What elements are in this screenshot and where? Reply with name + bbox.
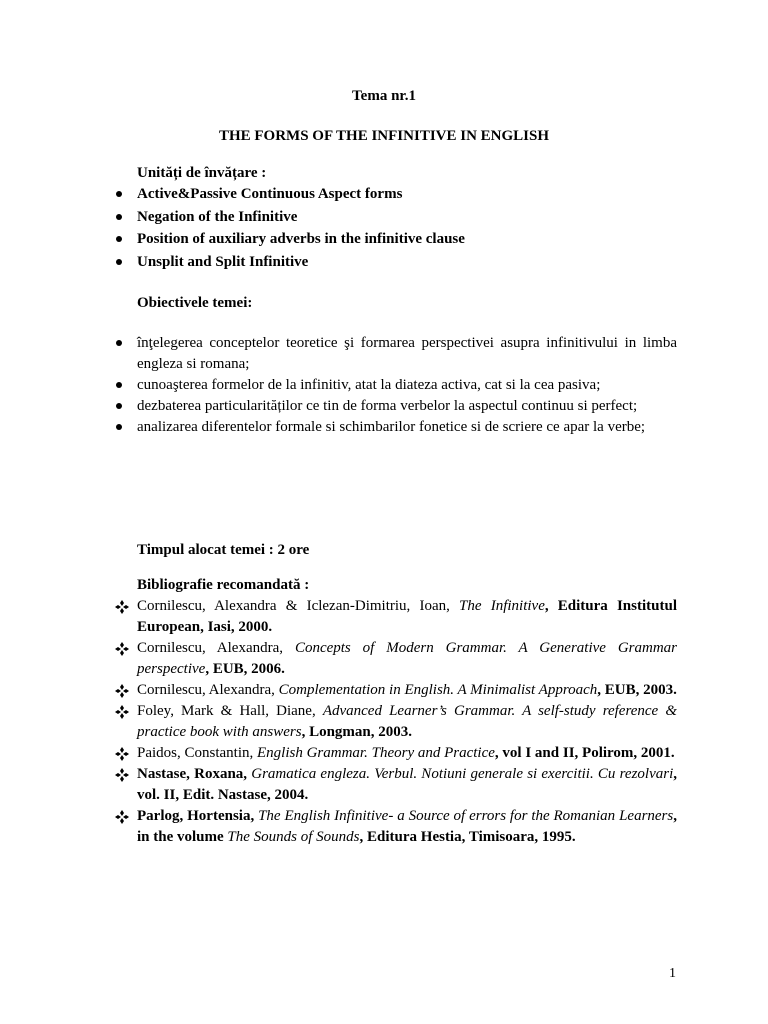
list-item-text: cunoaşterea formelor de la infinitiv, atat la diateza activa, cat si la cea pasiva; [137, 377, 601, 393]
bibliography-heading: Bibliografie recomandată : [137, 577, 310, 593]
bullet-icon [116, 340, 122, 346]
four-diamond-bullet-icon [115, 705, 129, 719]
list-item-text: dezbaterea particularităților ce tin de forma verbelor la aspectul continuu si perfect; [137, 398, 638, 414]
list-item [115, 396, 677, 417]
units-list [115, 184, 677, 274]
citation-title: Advanced Learner’s Grammar. A self-study reference & practice book with answers [137, 703, 677, 740]
bullet-icon [116, 214, 122, 220]
citation-title: The Infinitive [459, 598, 545, 614]
list-item-text: înţelegerea conceptelor teoretice şi formarea perspectivei asupra infinitivului in limba engleza si romana; [137, 335, 677, 372]
list-item-text: Unsplit and Split Infinitive [137, 253, 309, 270]
citation-text: Cornilescu, Alexandra, [137, 682, 279, 698]
four-diamond-bullet-icon [115, 600, 129, 614]
list-item-text: Negation of the Infinitive [137, 208, 298, 225]
bibliography-entry [115, 764, 677, 806]
citation-text: , EUB, 2006. [205, 661, 285, 677]
citation-title: English Grammar. Theory and Practice [257, 745, 495, 761]
objectives-heading: Obiectivele temei: [137, 295, 253, 311]
bullet-icon [116, 424, 122, 430]
list-item-text: analizarea diferentelor formale si schimbarilor fonetice si de scriere ce apar la verbe; [137, 419, 646, 435]
four-diamond-bullet-icon [115, 684, 129, 698]
citation-text: Foley, Mark & Hall, Diane, [137, 703, 323, 719]
citation-text: , vol I and II, Polirom, 2001. [494, 745, 675, 761]
page-number: 1 [669, 966, 676, 981]
page-title: THE FORMS OF THE INFINITIVE IN ENGLISH [218, 128, 550, 144]
citation-text: Parlog, Hortensia, [137, 808, 259, 824]
citation-text: , Editura Hestia, Timisoara, 1995. [359, 829, 576, 845]
list-item [115, 207, 677, 230]
bibliography-list [115, 596, 677, 848]
citation-text: Cornilescu, Alexandra & Iclezan-Dimitriu, Ioan, [137, 598, 460, 614]
citation-text: Paidos, Constantin, [137, 745, 258, 761]
list-item [115, 229, 677, 252]
bibliography-entry [115, 680, 677, 701]
citation-text: , Editura Institutul European, Iasi, 2000. [137, 598, 677, 635]
time-allocated: Timpul alocat temei : 2 ore [137, 542, 310, 558]
citation-text: Cornilescu, Alexandra, [137, 640, 295, 656]
bullet-icon [116, 236, 122, 242]
bullet-icon [116, 191, 122, 197]
citation-text: Nastase, Roxana, [137, 766, 252, 782]
list-item [115, 375, 677, 396]
bibliography-entry [115, 638, 677, 680]
citation-title: Gramatica engleza. Verbul. Notiuni generale si exercitii. Cu rezolvari [251, 766, 674, 782]
list-item [115, 184, 677, 207]
citation-title: The Sounds of Sounds [227, 829, 360, 845]
bullet-icon [116, 403, 122, 409]
bibliography-entry [115, 701, 677, 743]
citation-title: Complementation in English. A Minimalist Approach [278, 682, 598, 698]
list-item-text: Active&Passive Continuous Aspect forms [137, 186, 403, 202]
citation-text: , EUB, 2003. [597, 682, 677, 698]
list-item [115, 333, 677, 375]
list-item [115, 252, 677, 275]
bibliography-entry [115, 596, 677, 638]
citation-text: , vol. II, Edit. Nastase, 2004. [137, 766, 677, 803]
list-item [115, 417, 677, 438]
citation-text: , Longman, 2003. [301, 724, 413, 740]
four-diamond-bullet-icon [115, 810, 129, 824]
objectives-list [115, 333, 677, 438]
citation-title: The English Infinitive- a Source of errors for the Romanian Learners [258, 808, 674, 824]
bibliography-entry [115, 806, 677, 848]
tema-label: Tema nr.1 [352, 88, 416, 104]
units-heading: Unități de învățare : [137, 165, 267, 181]
citation-text: , in the volume [137, 808, 677, 845]
bibliography-entry [115, 743, 677, 764]
four-diamond-bullet-icon [115, 747, 129, 761]
bullet-icon [116, 259, 122, 265]
four-diamond-bullet-icon [115, 768, 129, 782]
citation-title: Concepts of Modern Grammar. A Generative Grammar perspective [137, 640, 677, 677]
bullet-icon [116, 382, 122, 388]
four-diamond-bullet-icon [115, 642, 129, 656]
list-item-text: Position of auxiliary adverbs in the infinitive clause [137, 231, 465, 247]
